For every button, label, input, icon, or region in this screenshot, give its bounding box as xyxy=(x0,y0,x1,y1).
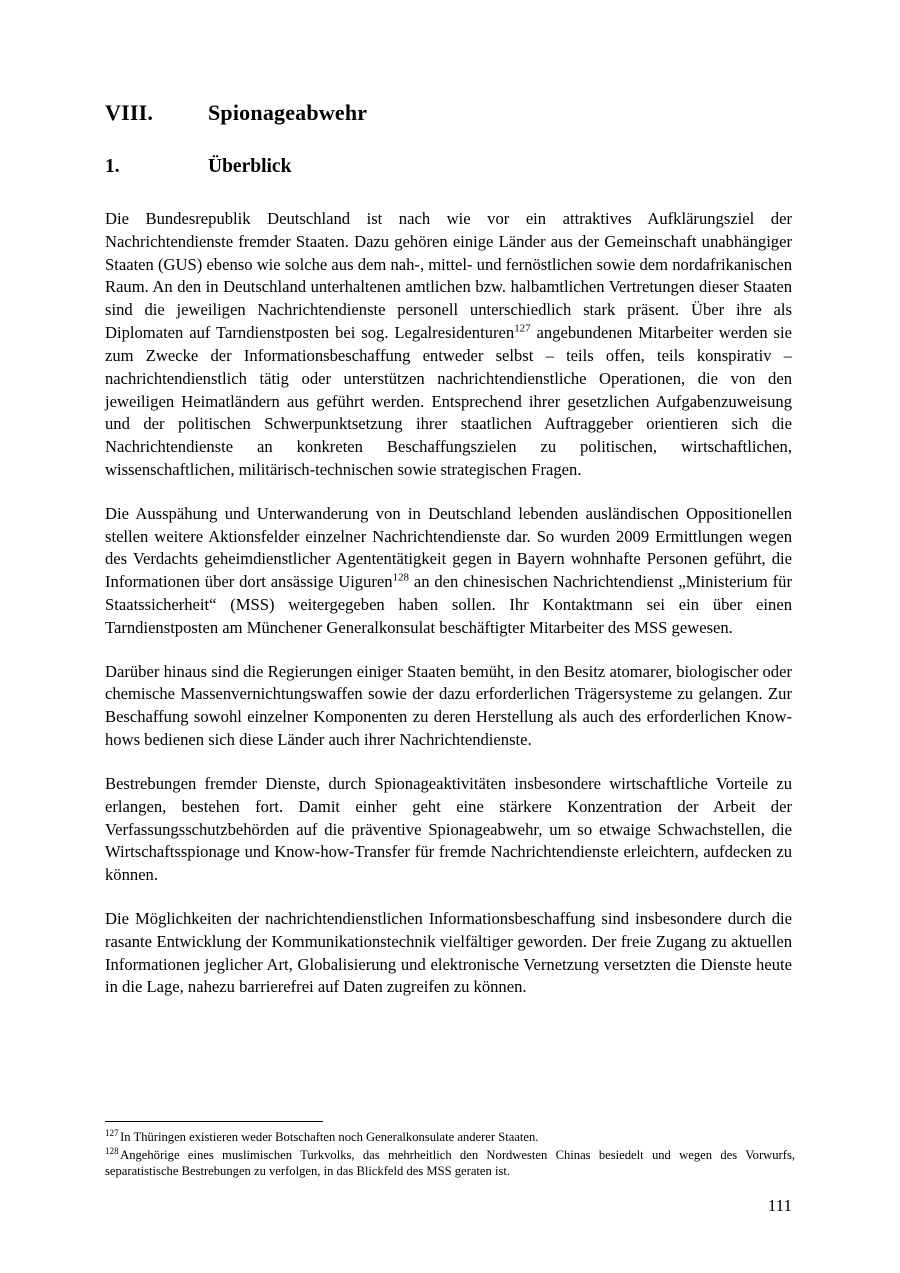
paragraph-1-text-after: angebundenen Mitarbeiter werden sie zum Zwecke der Informationsbeschaffung entweder selbst – teils offen, teils konspirativ – nachrichtendienstlich tätig oder unterstützen nachrichtendienstliche Operationen, die von den jeweiligen Heimatländern aus geführt werden. Entsprechend ihrer gesetzlichen Aufgabenzuweisung und der politischen Schwerpunktsetzung ihrer staatlichen Auftraggeber orientieren sich die Nachrichtendienste an konkreten Beschaffungszielen zu politischen, wirtschaftlichen, wissenschaftlichen, militärisch-technischen sowie strategischen Fragen. xyxy=(105,323,792,479)
section-title: Überblick xyxy=(208,156,292,177)
footnote-127 xyxy=(105,1129,795,1146)
paragraph-2-text-before: Die Ausspähung und Unterwanderung von in Deutschland lebenden ausländischen Oppositionellen stellen weitere Aktionsfelder einzelner Nachrichtendienste dar. So wurden 2009 Ermittlungen wegen des Verdachts geheimdienstlicher Agententätigkeit gegen in Bayern wohnhafte Personen geführt, die Informationen über dort ansässige Uiguren xyxy=(105,503,792,592)
section-heading xyxy=(105,156,792,178)
footnote-128 xyxy=(105,1147,795,1180)
chapter-title: Spionageabwehr xyxy=(208,100,368,125)
paragraph-2 xyxy=(105,503,792,640)
footnote-128-text: Angehörige eines muslimischen Turkvolks, das mehrheitlich den Nordwesten Chinas besiedelt und wegen des Vorwurfs, separatistische Bestrebungen zu verfolgen, in das Blickfeld des MSS geraten ist. xyxy=(105,1147,795,1179)
footnote-separator xyxy=(105,1121,323,1122)
paragraph-1 xyxy=(105,208,792,482)
paragraph-4: Bestrebungen fremder Dienste, durch Spionageaktivitäten insbesondere wirtschaftliche Vorteile zu erlangen, bestehen fort. Damit einher geht eine stärkere Konzentration der Arbeit der Verfassungsschutzbehörden auf die präventive Spionageabwehr, um so etwaige Schwachstellen, die Wirtschaftsspionage und Know-how-Transfer für fremde Nachrichtendienste erleichtern, aufdecken zu können. xyxy=(105,773,792,885)
paragraph-1-text-before: Die Bundesrepublik Deutschland ist nach wie vor ein attraktives Aufklärungsziel der Nachrichtendienste fremder Staaten. Dazu gehören einige Länder aus der Gemeinschaft unabhängiger Staaten (GUS) ebenso wie solche aus dem nah-, mittel- und fernöstlichen sowie dem nordafrikanischen Raum. An den in Deutschland unterhaltenen amtlichen bzw. halbamtlichen Vertretungen dieser Staaten sind die jeweiligen Nachrichtendienste personell unterschiedlich stark präsent. Über ihre als Diplomaten auf Tarndienstposten bei sog. Legalresidenturen xyxy=(105,209,792,343)
page-number: 111 xyxy=(767,1196,792,1215)
paragraph-5: Die Möglichkeiten der nachrichtendienstlichen Informationsbeschaffung sind insbesondere durch die rasante Entwicklung der Kommunikationstechnik vielfältiger geworden. Der freie Zugang zu aktuellen Informationen jeglicher Art, Globalisierung und elektronische Vernetzung versetzten die Dienste heute in die Lage, nahezu barrierefrei auf Daten zugreifen zu können. xyxy=(105,908,792,997)
section-number: 1. xyxy=(105,156,120,177)
chapter-heading xyxy=(105,100,792,126)
chapter-number: VIII. xyxy=(105,100,154,125)
paragraph-3: Darüber hinaus sind die Regierungen einiger Staaten bemüht, in den Besitz atomarer, biologischer oder chemische Massenvernichtungswaffen sowie der dazu erforderlichen Trägersysteme zu gelangen. Zur Beschaffung sowohl einzelner Komponenten zu deren Herstellung als auch des erforderlichen Know-hows bedienen sich diese Länder auch ihrer Nachrichtendienste. xyxy=(105,661,792,750)
footnote-ref-128[interactable]: 128 xyxy=(392,571,409,584)
footnote-128-number: 128 xyxy=(105,1145,119,1156)
footnote-area xyxy=(105,1121,795,1181)
footnote-127-text: In Thüringen existieren weder Botschaften noch Generalkonsulate anderer Staaten. xyxy=(120,1130,539,1144)
paragraph-2-text-after: an den chinesischen Nachrichtendienst „Ministerium für Staatssicherheit“ (MSS) weitergegeben haben sollen. Ihr Kontaktmann sei ein über einen Tarndienstposten am Münchener Generalkonsulat beschäftigter Mitarbeiter des MSS gewesen. xyxy=(105,572,792,637)
footnote-127-number: 127 xyxy=(105,1127,119,1138)
footnote-ref-127[interactable]: 127 xyxy=(514,322,531,335)
